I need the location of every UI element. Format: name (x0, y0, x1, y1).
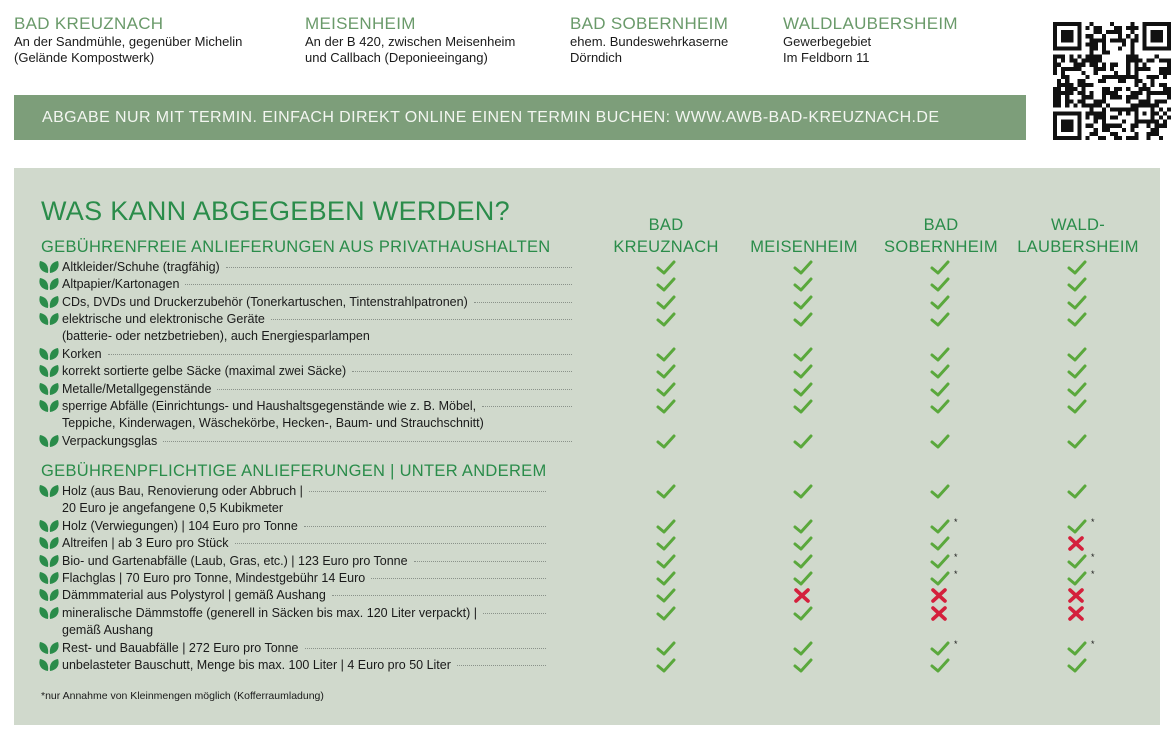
check-icon (1067, 657, 1089, 674)
appointment-banner: ABGABE NUR MIT TERMIN. EINFACH DIREKT ONLINE EINEN TERMIN BUCHEN: WWW.AWB-BAD-KREUZNACH.DE (14, 95, 1026, 140)
leaf-icon (38, 260, 60, 274)
item-label-line: Dämmmaterial aus Polystyrol | gemäß Aushang (62, 588, 326, 603)
leaf-icon (38, 382, 60, 396)
check-icon (656, 381, 678, 398)
check-icon (793, 605, 815, 622)
location-address-line: Im Feldborn 11 (783, 50, 870, 65)
check-icon (930, 551, 958, 570)
check-icon (656, 398, 678, 415)
check-icon (793, 363, 815, 380)
item-label (62, 518, 607, 535)
leaf-icon (38, 399, 60, 413)
check-icon (656, 570, 678, 587)
leaf-icon (38, 277, 60, 291)
footnote-marker: * (1091, 569, 1095, 579)
location-meisenheim (305, 14, 515, 66)
item-label (62, 346, 607, 363)
item-label (62, 381, 607, 398)
leader-dots (305, 648, 546, 649)
location-waldlaubersheim (783, 14, 958, 66)
item-label (62, 276, 607, 293)
check-icon (793, 433, 815, 450)
table-row (38, 657, 1158, 674)
check-icon (930, 381, 952, 398)
check-icon (656, 433, 678, 450)
leader-dots (185, 284, 572, 285)
check-icon (930, 259, 952, 276)
leaf-icon (38, 536, 60, 550)
leaf-icon (38, 519, 60, 533)
section-title: GEBÜHRENFREIE ANLIEFERUNGEN AUS PRIVATHAUSHALTEN (41, 238, 551, 256)
item-label-line: Holz (aus Bau, Renovierung oder Abbruch | (62, 484, 303, 498)
check-icon (656, 640, 678, 657)
check-icon (1067, 276, 1089, 293)
cross-icon (1067, 535, 1089, 552)
leader-dots (474, 302, 572, 303)
check-icon (1067, 483, 1089, 500)
check-icon (656, 553, 678, 570)
leaf-icon (38, 606, 60, 620)
check-icon (793, 570, 815, 587)
check-icon (793, 346, 815, 363)
check-icon (793, 553, 815, 570)
leader-dots (108, 354, 572, 355)
check-icon (1067, 294, 1089, 311)
leaf-icon (38, 641, 60, 655)
check-icon (1067, 259, 1089, 276)
table-row (38, 518, 1158, 535)
item-label-line: Altpapier/Kartonagen (62, 277, 180, 292)
check-icon (930, 346, 952, 363)
check-icon (1067, 638, 1095, 657)
check-icon (656, 346, 678, 363)
check-icon (656, 294, 678, 311)
cross-icon (930, 605, 952, 622)
table-row (38, 587, 1158, 604)
leaf-icon (38, 571, 60, 585)
table-row (38, 381, 1158, 398)
footnote-marker: * (1091, 638, 1095, 649)
check-icon (1067, 381, 1089, 398)
item-label-line: elektrische und elektronische Geräte (62, 312, 265, 327)
item-label-line: gemäß Aushang (62, 622, 154, 637)
table-row (38, 605, 1158, 639)
cross-icon (930, 587, 952, 604)
check-icon (930, 569, 958, 587)
item-label-line: 20 Euro je angefangene 0,5 Kubikmeter (62, 501, 283, 515)
location-address-line: An der B 420, zwischen Meisenheim (305, 34, 516, 49)
check-icon (793, 535, 815, 552)
check-icon (930, 311, 952, 328)
location-name: MEISENHEIM (305, 14, 416, 33)
item-label-line: Rest- und Bauabfälle | 272 Euro pro Tonne (62, 640, 299, 655)
item-label (62, 657, 607, 674)
section-title: GEBÜHRENPFLICHTIGE ANLIEFERUNGEN | UNTER ANDEREM (41, 462, 547, 480)
item-label (62, 605, 607, 639)
check-icon (793, 311, 815, 328)
footnote-marker: * (954, 551, 958, 562)
item-label (62, 535, 607, 552)
check-icon (1067, 551, 1095, 570)
column-header-bad-kreuznach: BAD KREUZNACH (613, 216, 719, 256)
check-icon (656, 259, 678, 276)
check-icon (656, 518, 678, 535)
item-label-line: korrekt sortierte gelbe Säcke (maximal zwei Säcke) (62, 364, 347, 379)
check-icon (656, 587, 678, 604)
check-icon (793, 640, 815, 657)
leaf-icon (38, 312, 60, 326)
table-row (38, 433, 1158, 450)
item-label (62, 294, 607, 311)
table-row (38, 535, 1158, 552)
check-icon (793, 518, 815, 535)
cross-icon (793, 587, 815, 604)
leader-dots (226, 267, 572, 268)
table-row (38, 294, 1158, 311)
check-icon (930, 638, 958, 657)
location-address-line: Gewerbegebiet (783, 34, 872, 49)
footnote-marker: * (954, 516, 958, 527)
location-address-line: An der Sandmühle, gegenüber Michelin (14, 34, 243, 49)
item-label (62, 483, 607, 517)
item-label-line: sperrige Abfälle (Einrichtungs- und Haushaltsgegenstände wie z. B. Möbel, (62, 399, 477, 414)
qr-code-icon[interactable] (1053, 22, 1171, 140)
check-icon (656, 483, 678, 500)
item-label-line: Flachglas | 70 Euro pro Tonne, Mindestgebühr 14 Euro (62, 571, 366, 585)
location-bad-sobernheim (570, 14, 728, 66)
item-label-line: CDs, DVDs und Druckerzubehör (Tonerkartuschen, Tintenstrahlpatronen) (62, 294, 468, 309)
leader-dots (271, 319, 572, 320)
leader-dots (483, 613, 546, 614)
item-label-line: Teppiche, Kinderwagen, Wäschekörbe, Hecken-, Baum- und Strauchschnitt) (62, 416, 484, 431)
check-icon (930, 363, 952, 380)
item-label (62, 553, 607, 570)
location-name: BAD KREUZNACH (14, 14, 164, 33)
leader-dots (217, 389, 572, 390)
item-label (62, 570, 607, 587)
leaf-icon (38, 658, 60, 672)
item-label (62, 363, 607, 380)
leader-dots (163, 441, 572, 442)
check-icon (930, 398, 952, 415)
check-icon (793, 276, 815, 293)
column-header-bad-sobernheim: BAD SOBERNHEIM (884, 216, 998, 256)
check-icon (930, 433, 952, 450)
check-icon (793, 259, 815, 276)
leader-dots (235, 543, 546, 544)
table-row (38, 398, 1158, 432)
item-label-line: Verpackungsglas (62, 434, 158, 448)
column-header-meisenheim: MEISENHEIM (750, 238, 858, 256)
location-name: BAD SOBERNHEIM (570, 14, 729, 33)
check-icon (656, 311, 678, 328)
location-name: WALDLAUBERSHEIM (783, 14, 958, 33)
location-address-line: ehem. Bundeswehrkaserne (570, 34, 729, 49)
location-address-line: (Gelände Kompostwerk) (14, 50, 155, 65)
check-icon (793, 483, 815, 500)
table-row (38, 483, 1158, 517)
footnote-marker: * (954, 569, 958, 579)
check-icon (656, 276, 678, 293)
table-row (38, 346, 1158, 363)
item-label-line: Metalle/Metallgegenstände (62, 381, 212, 396)
check-icon (1067, 398, 1089, 415)
table-row (38, 640, 1158, 657)
table-row (38, 570, 1158, 587)
table-row (38, 311, 1158, 345)
footnote-marker: * (1091, 551, 1095, 562)
check-icon (930, 516, 958, 535)
leader-dots (352, 371, 572, 372)
item-label-line: mineralische Dämmstoffe (generell in Säcken bis max. 120 Liter verpackt) | (62, 605, 477, 620)
item-label (62, 311, 607, 345)
check-icon (1067, 363, 1089, 380)
table-row (38, 553, 1158, 570)
check-icon (930, 276, 952, 293)
check-icon (656, 657, 678, 674)
check-icon (793, 398, 815, 415)
leaf-icon (38, 554, 60, 568)
table-row (38, 276, 1158, 293)
table-row (38, 259, 1158, 276)
item-label-line: unbelasteter Bauschutt, Menge bis max. 100 Liter | 4 Euro pro 50 Liter (62, 658, 451, 672)
item-label (62, 640, 607, 657)
leader-dots (457, 665, 546, 666)
check-icon (930, 657, 952, 674)
leader-dots (482, 406, 572, 407)
cross-icon (1067, 587, 1089, 604)
item-label-line: Altreifen | ab 3 Euro pro Stück (62, 536, 229, 551)
item-label-line: Holz (Verwiegungen) | 104 Euro pro Tonne (62, 518, 298, 533)
footnote-marker: * (1091, 516, 1095, 527)
check-icon (1067, 346, 1089, 363)
check-icon (930, 483, 952, 500)
check-icon (793, 657, 815, 674)
leader-dots (304, 526, 546, 527)
check-icon (656, 363, 678, 380)
item-label-line: Bio- und Gartenabfälle (Laub, Gras, etc.) | 123 Euro pro Tonne (62, 553, 408, 568)
cross-icon (1067, 605, 1089, 622)
check-icon (1067, 311, 1089, 328)
check-icon (793, 381, 815, 398)
leader-dots (332, 595, 546, 596)
item-label-line: (batterie- oder netzbetrieben), auch Energiesparlampen (62, 329, 370, 344)
column-header-waldlaubersheim: WALD- LAUBERSHEIM (1017, 216, 1139, 256)
check-icon (793, 294, 815, 311)
footnote: *nur Annahme von Kleinmengen möglich (Kofferraumladung) (41, 690, 324, 702)
check-icon (930, 294, 952, 311)
item-label-line: Korken (62, 347, 102, 361)
leaf-icon (38, 364, 60, 378)
check-icon (1067, 569, 1095, 587)
location-address-line: Dörndich (570, 50, 623, 65)
leader-dots (371, 578, 546, 579)
leaf-icon (38, 295, 60, 309)
item-label (62, 433, 607, 450)
leaf-icon (38, 588, 60, 602)
page-title: WAS KANN ABGEGEBEN WERDEN? (41, 196, 510, 226)
table-row (38, 363, 1158, 380)
item-label (62, 398, 607, 432)
check-icon (1067, 516, 1095, 535)
leader-dots (414, 561, 546, 562)
leaf-icon (38, 484, 60, 498)
check-icon (1067, 433, 1089, 450)
item-label (62, 259, 607, 276)
check-icon (930, 535, 952, 552)
leaf-icon (38, 434, 60, 448)
leader-dots (309, 491, 546, 492)
location-address-line: und Callbach (Deponieeingang) (305, 50, 488, 65)
check-icon (656, 605, 678, 622)
item-label (62, 587, 607, 604)
footnote-marker: * (954, 638, 958, 649)
location-bad-kreuznach (14, 14, 242, 66)
item-label-line: Altkleider/Schuhe (tragfähig) (62, 260, 220, 274)
check-icon (656, 535, 678, 552)
leaf-icon (38, 347, 60, 361)
